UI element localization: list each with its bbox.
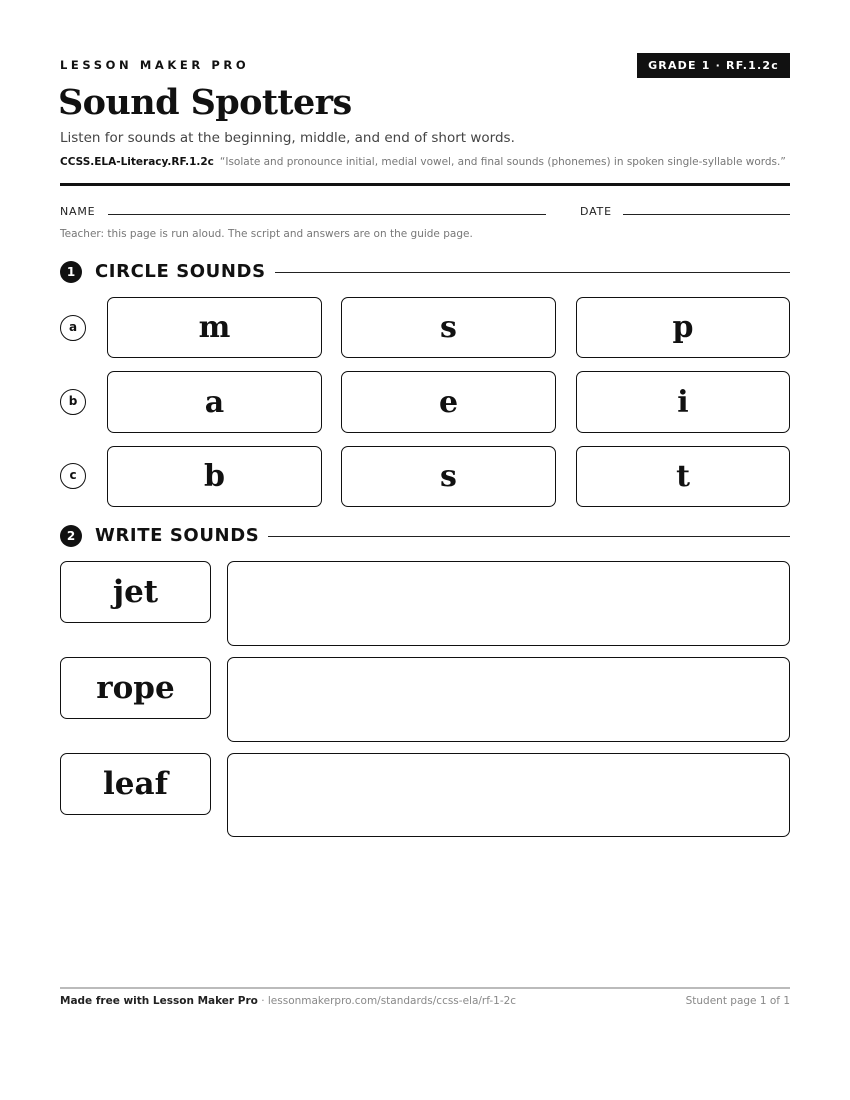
page-subtitle: Listen for sounds at the beginning, middle, and end of short words. [60, 130, 515, 146]
standard-line [60, 156, 786, 168]
sound-option-box[interactable] [576, 297, 790, 358]
row-label-b: b [60, 389, 86, 415]
word-text: jet [112, 574, 159, 610]
section-number-1: 1 [60, 261, 82, 283]
date-field-line[interactable] [623, 214, 790, 215]
footer-page-label: Student page 1 of 1 [685, 995, 790, 1007]
name-label: NAME [60, 205, 96, 218]
section-title-circle-sounds: CIRCLE SOUNDS [95, 261, 266, 282]
word-text: rope [96, 670, 175, 706]
page-title: Sound Spotters [58, 82, 352, 123]
word-box-rope [60, 657, 211, 719]
sound-option-box[interactable] [341, 371, 556, 433]
word-text: leaf [103, 766, 168, 802]
sound-option-box[interactable] [576, 371, 790, 433]
sound-option-text: p [672, 310, 694, 345]
standard-code: CCSS.ELA-Literacy.RF.1.2c [60, 156, 214, 168]
sound-option-box[interactable] [341, 446, 556, 507]
section-rule [268, 536, 790, 537]
sound-option-text: i [677, 384, 689, 420]
section-rule [275, 272, 790, 273]
row-label-c: c [60, 463, 86, 489]
header-divider [60, 183, 790, 186]
sound-option-box[interactable] [341, 297, 556, 358]
word-box-leaf [60, 753, 211, 815]
section-title-write-sounds: WRITE SOUNDS [95, 525, 260, 546]
section-circle-sounds-header [60, 260, 790, 284]
section-write-sounds-header [60, 524, 790, 548]
sound-option-box[interactable] [107, 446, 322, 507]
answer-box[interactable] [227, 657, 790, 742]
sound-option-box[interactable] [576, 446, 790, 507]
standard-description: “Isolate and pronounce initial, medial vowel, and final sounds (phonemes) in spoken single-syllable words.” [219, 156, 786, 168]
section-number-2: 2 [60, 525, 82, 547]
sound-option-box[interactable] [107, 371, 322, 433]
sound-option-text: s [440, 310, 457, 345]
sound-option-text: s [440, 459, 457, 494]
sound-option-box[interactable] [107, 297, 322, 358]
answer-box[interactable] [227, 753, 790, 837]
sound-option-text: a [204, 384, 225, 420]
word-box-jet [60, 561, 211, 623]
date-label: DATE [580, 205, 612, 218]
footer-separator: · [257, 995, 268, 1007]
sound-option-text: b [204, 459, 225, 494]
answer-box[interactable] [227, 561, 790, 646]
sound-option-text: t [676, 459, 690, 494]
teacher-note: Teacher: this page is run aloud. The script and answers are on the guide page. [60, 228, 473, 240]
sound-option-text: e [438, 384, 459, 420]
footer-divider [60, 987, 790, 989]
row-label-a: a [60, 315, 86, 341]
brand-name: LESSON MAKER PRO [60, 58, 250, 72]
footer-credit [60, 995, 516, 1007]
footer-made-with: Made free with Lesson Maker Pro [60, 995, 258, 1007]
footer-url: lessonmakerpro.com/standards/ccss-ela/rf-1-2c [267, 995, 517, 1007]
grade-badge: GRADE 1 · RF.1.2c [637, 53, 790, 78]
name-field-line[interactable] [108, 214, 546, 215]
sound-option-text: m [198, 310, 231, 345]
